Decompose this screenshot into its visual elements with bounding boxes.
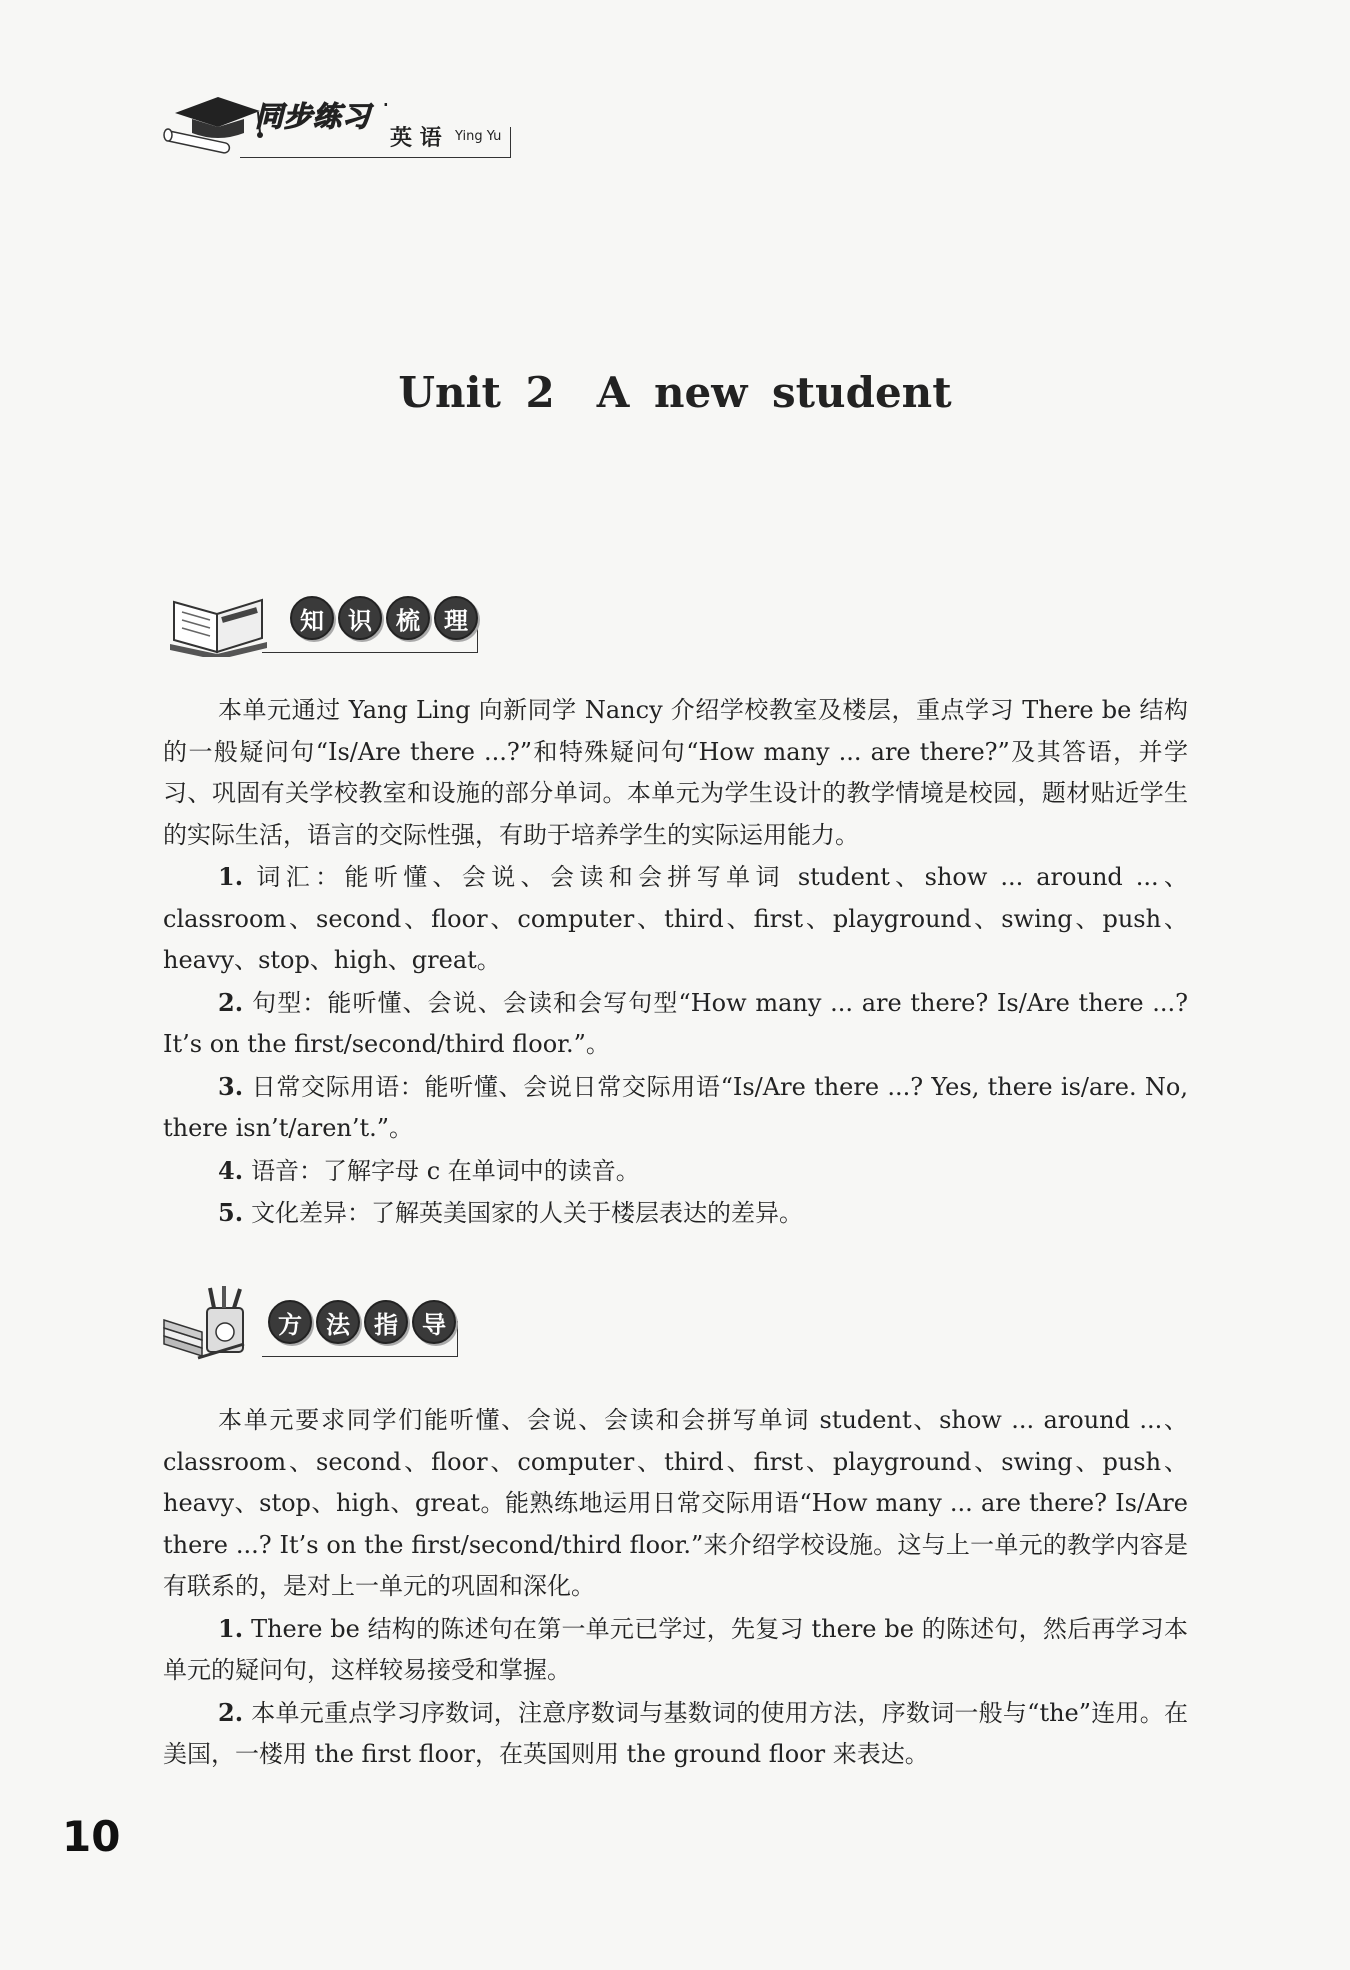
list-item: 1. 词汇：能听懂、会说、会读和会拼写单词 student、show ... around ...、classroom、second、floor、computer、third、first、playground、swing、push、heavy、stop、high、great。 bbox=[163, 862, 1188, 974]
section-body-knowledge bbox=[163, 690, 1188, 1235]
subject-pinyin: Ying Yu bbox=[455, 129, 502, 144]
section-title-knowledge bbox=[290, 596, 478, 640]
section-header-knowledge bbox=[162, 582, 482, 657]
pencil-cup-icon bbox=[162, 1286, 272, 1361]
title-badge: 识 bbox=[338, 596, 382, 640]
unit-number: Unit 2 bbox=[398, 368, 555, 417]
list-item: 2. 本单元重点学习序数词，注意序数词与基数词的使用方法，序数词一般与“the”连用。在美国，一楼用 the first floor，在英国则用 the ground floor 来表达。 bbox=[163, 1697, 1188, 1768]
page-header bbox=[160, 85, 520, 160]
list-item: 3. 日常交际用语：能听懂、会说日常交际用语“Is/Are there ...? Yes, there is/are. No, there isn’t/aren’t.”。 bbox=[163, 1071, 1188, 1142]
subject-label: 英 语 bbox=[390, 126, 442, 151]
title-badge: 导 bbox=[412, 1300, 456, 1344]
unit-name: A new student bbox=[596, 368, 952, 417]
book-icon bbox=[162, 582, 272, 657]
page-title bbox=[0, 368, 1350, 417]
title-badge: 梳 bbox=[386, 596, 430, 640]
title-badge: 知 bbox=[290, 596, 334, 640]
list-item: 2. 句型：能听懂、会说、会读和会写句型“How many ... are there? Is/Are there ...? It’s on the first/second/third floor.”。 bbox=[163, 987, 1188, 1058]
paragraph: 本单元要求同学们能听懂、会说、会读和会拼写单词 student、show ... around ...、classroom、second、floor、computer、third、first、playground、swing、push、heavy、stop、high、great。能熟练地运用日常交际用语“How many ... are there? Is/Are there ...? It’s on the first/second/third floor.”来介绍学校设施。这与上一单元的教学内容是有联系的，是对上一单元的巩固和深化。 bbox=[163, 1406, 1188, 1600]
list-item: 4. 语音：了解字母 c 在单词中的读音。 bbox=[218, 1155, 640, 1185]
list-item: 1. There be 结构的陈述句在第一单元已学过，先复习 there be 的陈述句，然后再学习本单元的疑问句，这样较易接受和掌握。 bbox=[163, 1613, 1188, 1684]
section-body-method bbox=[163, 1400, 1188, 1776]
section-header-method bbox=[162, 1286, 462, 1361]
list-item: 5. 文化差异：了解英美国家的人关于楼层表达的差异。 bbox=[218, 1198, 804, 1227]
title-badge: 指 bbox=[364, 1300, 408, 1344]
page-number: 10 bbox=[62, 1812, 121, 1861]
series-title: 同步练习 bbox=[255, 100, 372, 133]
title-badge: 方 bbox=[268, 1300, 312, 1344]
header-dot: · bbox=[382, 91, 390, 119]
section-title-method bbox=[268, 1300, 456, 1344]
paragraph: 本单元通过 Yang Ling 向新同学 Nancy 介绍学校教室及楼层，重点学习 There be 结构的一般疑问句“Is/Are there ...?”和特殊疑问句“How many ... are there?”及其答语，并学习、巩固有关学校教室和设施的部分单词。本单元为学生设计的教学情境是校园，题材贴近学生的实际生活，语言的交际性强，有助于培养学生的实际运用能力。 bbox=[163, 696, 1188, 849]
title-badge: 法 bbox=[316, 1300, 360, 1344]
title-badge: 理 bbox=[434, 596, 478, 640]
